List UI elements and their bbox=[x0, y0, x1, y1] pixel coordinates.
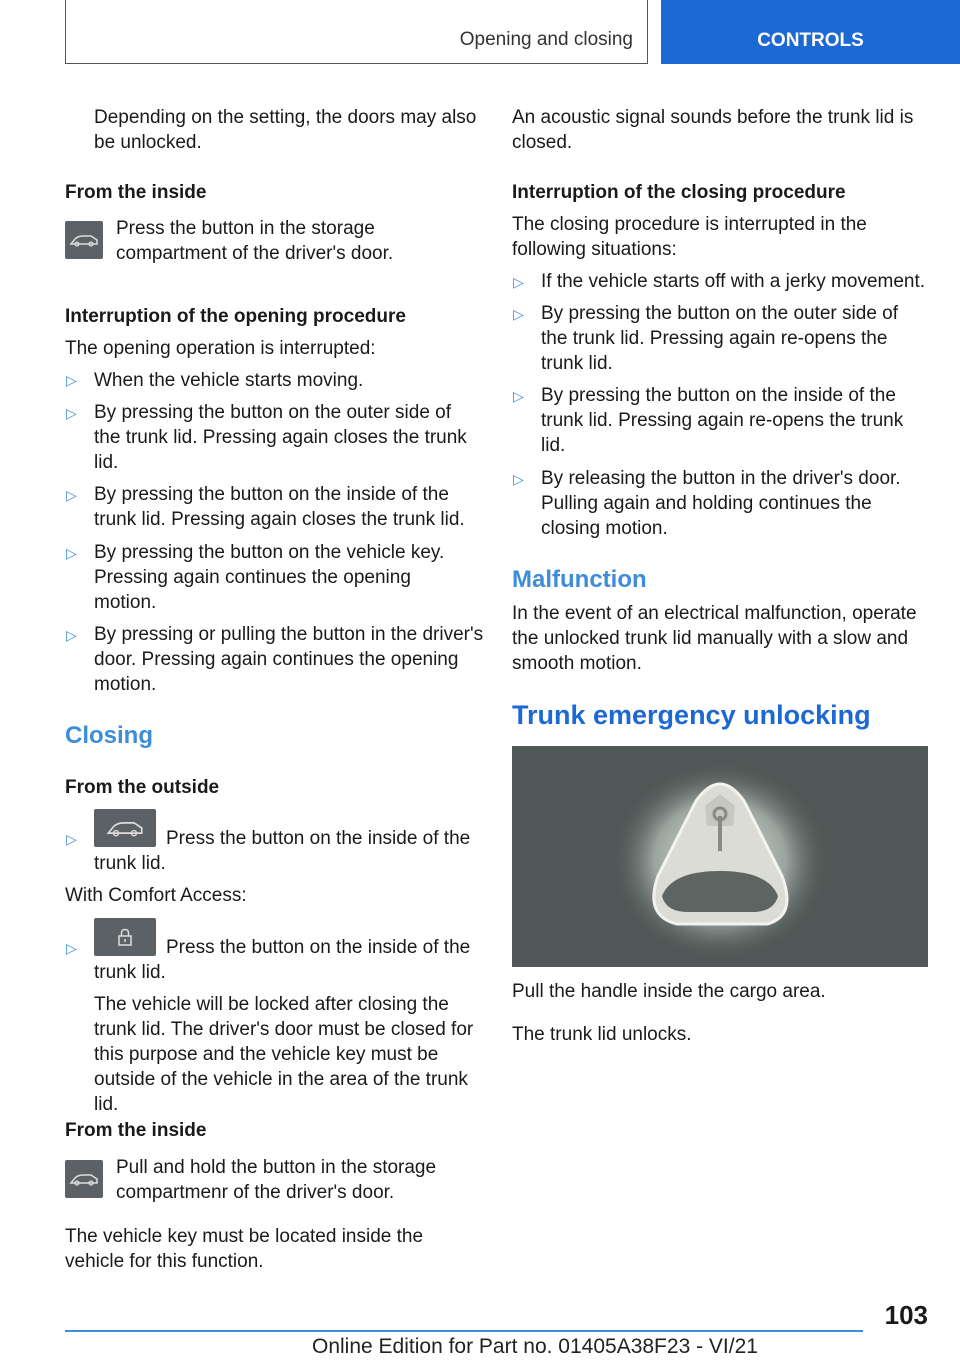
interruption-close-heading: Interruption of the closing procedure bbox=[512, 182, 846, 203]
header-section-box bbox=[65, 0, 648, 64]
from-inside-heading-2: From the inside bbox=[65, 1120, 207, 1141]
car-trunk-icon bbox=[65, 221, 103, 259]
from-inside-heading-1: From the inside bbox=[65, 182, 207, 203]
list-item: By pressing the button on the inside of the trunk lid. Pressing again closes the trunk lid. bbox=[94, 484, 465, 530]
list-item: By pressing the button on the inside of the trunk lid. Pressing again re-opens the trunk lid. bbox=[541, 385, 904, 456]
emergency-title: Trunk emergency unlocking bbox=[512, 700, 871, 730]
car-trunk-icon bbox=[65, 1160, 103, 1198]
header-chapter-tab[interactable] bbox=[661, 0, 960, 64]
emergency-handle-photo bbox=[512, 746, 928, 967]
bullet-triangle-icon: ▷ bbox=[66, 487, 77, 503]
list-item: If the vehicle starts off with a jerky movement. bbox=[541, 271, 926, 292]
list-item: By pressing or pulling the button in the driver's door. Pressing again continues the opening motion. bbox=[94, 624, 484, 695]
emergency-caption-1: Pull the handle inside the cargo area. bbox=[512, 981, 826, 1002]
list-item: By pressing the button on the vehicle key. Pressing again continues the opening motion. bbox=[94, 542, 445, 613]
malfunction-title: Malfunction bbox=[512, 566, 647, 593]
header-chapter-label: CONTROLS bbox=[757, 30, 864, 51]
bullet-triangle-icon: ▷ bbox=[513, 388, 524, 404]
closing-item-2: Press the button on the inside of the trunk lid. bbox=[94, 937, 471, 983]
list-item: By releasing the button in the driver's door. Pulling again and holding continues the closing motion. bbox=[541, 468, 901, 539]
bullet-triangle-icon: ▷ bbox=[513, 306, 524, 322]
closing-item-2-note: The vehicle will be locked after closing the trunk lid. The driver's door must be closed for this purpose and the vehicle key must be outside of the vehicle in the area of the trunk lid. bbox=[94, 994, 474, 1115]
list-item: By pressing the button on the outer side of the trunk lid. Pressing again closes the trunk lid. bbox=[94, 402, 467, 473]
from-inside-text-1: Press the button in the storage compartment of the driver's door. bbox=[116, 218, 394, 264]
interruption-open-heading: Interruption of the opening procedure bbox=[65, 306, 406, 327]
page-number: 103 bbox=[884, 1300, 928, 1330]
header-section-title: Opening and closing bbox=[459, 29, 633, 50]
key-note: The vehicle key must be located inside the vehicle for this function. bbox=[65, 1226, 424, 1272]
emergency-caption-2: The trunk lid unlocks. bbox=[512, 1024, 692, 1045]
bullet-triangle-icon: ▷ bbox=[66, 405, 77, 421]
from-outside-heading: From the outside bbox=[65, 777, 220, 798]
interruption-close-intro: The closing procedure is interrupted in the following situations: bbox=[512, 214, 867, 260]
bullet-triangle-icon: ▷ bbox=[66, 940, 77, 956]
bullet-triangle-icon: ▷ bbox=[513, 471, 524, 487]
list-item: By pressing the button on the outer side of the trunk lid. Pressing again re-opens the trunk lid. bbox=[541, 303, 899, 374]
bullet-triangle-icon: ▷ bbox=[66, 831, 77, 847]
intro-text: Depending on the setting, the doors may also be unlocked. bbox=[94, 107, 477, 153]
from-inside-text-2: Pull and hold the button in the storage compartmenr of the driver's door. bbox=[116, 1157, 437, 1203]
bullet-triangle-icon: ▷ bbox=[513, 274, 524, 290]
comfort-access-label: With Comfort Access: bbox=[65, 885, 247, 906]
bullet-triangle-icon: ▷ bbox=[66, 372, 77, 388]
footer-divider bbox=[65, 1330, 863, 1332]
acoustic-signal-text: An acoustic signal sounds before the trunk lid is closed. bbox=[512, 107, 914, 153]
malfunction-text: In the event of an electrical malfunction, operate the unlocked trunk lid manually with a slow and smooth motion. bbox=[512, 603, 917, 674]
closing-item-1: Press the button on the inside of the trunk lid. bbox=[94, 828, 471, 874]
closing-title: Closing bbox=[65, 722, 153, 749]
bullet-triangle-icon: ▷ bbox=[66, 627, 77, 643]
interruption-open-intro: The opening operation is interrupted: bbox=[65, 338, 376, 359]
bullet-triangle-icon: ▷ bbox=[66, 545, 77, 561]
list-item: When the vehicle starts moving. bbox=[94, 370, 364, 391]
footer-edition: Online Edition for Part no. 01405A38F23 - VI/21 bbox=[312, 1335, 758, 1358]
